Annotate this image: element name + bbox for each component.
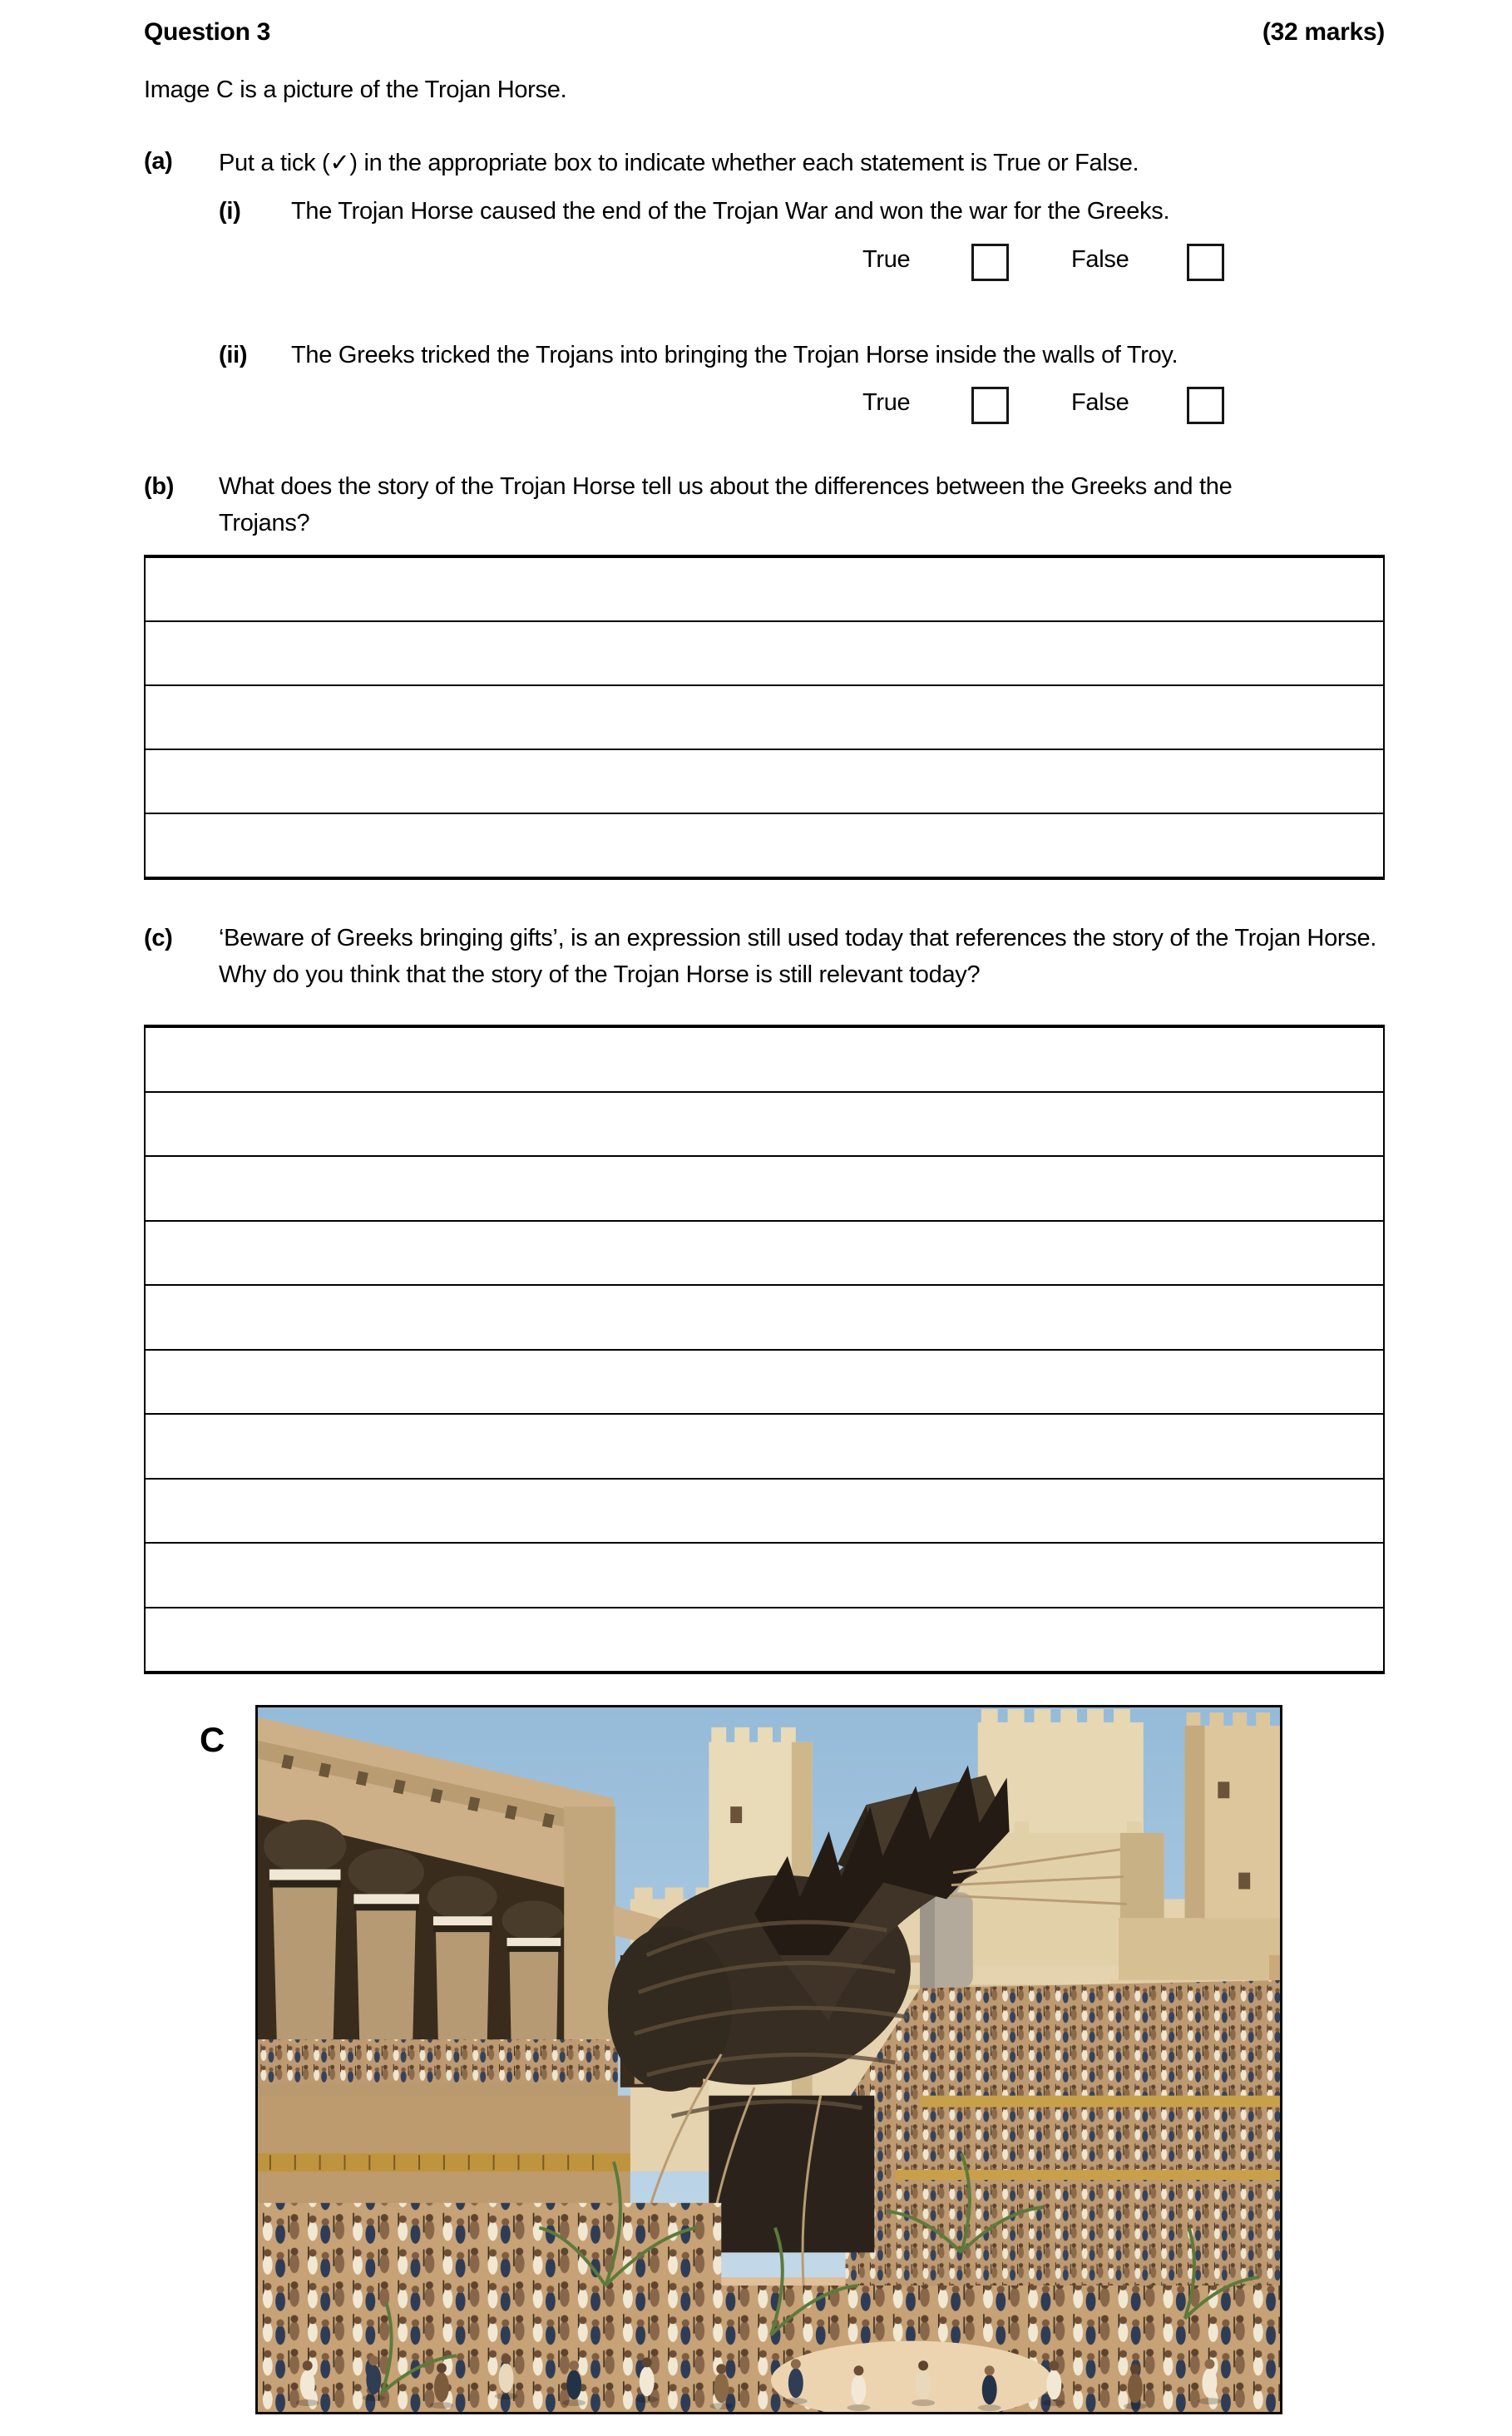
part-c-question: ‘Beware of Greeks bringing gifts’, is an expression still used today that references the story of the Trojan Horse. Why do you think that the story of the Trojan Horse is still relevant today? <box>219 925 1377 988</box>
part-a-i <box>219 198 1416 225</box>
part-a-ii-statement: The Greeks tricked the Trojans into bringing the Trojan Horse inside the walls of Troy. <box>291 342 1178 368</box>
answer-line[interactable] <box>146 620 1383 684</box>
false-checkbox-i[interactable] <box>1187 244 1224 281</box>
answer-line[interactable] <box>146 1028 1383 1091</box>
question-marks: (32 marks) <box>1262 18 1385 46</box>
part-c-answer-box <box>144 1025 1385 1674</box>
intro-text: Image C is a picture of the Trojan Horse. <box>144 77 567 103</box>
part-b <box>144 468 1325 541</box>
part-a <box>144 148 1408 177</box>
part-c-label: (c) <box>144 925 173 951</box>
part-a-label: (a) <box>144 148 173 175</box>
part-a-ii <box>219 342 1416 369</box>
answer-line[interactable] <box>146 684 1383 749</box>
answer-line[interactable] <box>146 813 1383 877</box>
trojan-horse-photo <box>255 1705 1282 2414</box>
answer-line[interactable] <box>146 1542 1383 1607</box>
answer-line[interactable] <box>146 1155 1383 1220</box>
false-label-ii: False <box>1071 389 1129 416</box>
part-c <box>144 920 1383 993</box>
answer-line[interactable] <box>146 1220 1383 1285</box>
true-label-i: True <box>862 246 911 273</box>
part-b-label: (b) <box>144 473 175 500</box>
false-checkbox-ii[interactable] <box>1187 387 1224 424</box>
part-b-answer-box <box>144 555 1385 880</box>
answer-line[interactable] <box>146 1478 1383 1543</box>
answer-line[interactable] <box>146 1091 1383 1156</box>
part-a-instruction: Put a tick (✓) in the appropriate box to indicate whether each statement is True or False. <box>219 150 1139 176</box>
true-label-ii: True <box>862 389 911 416</box>
answer-line[interactable] <box>146 749 1383 813</box>
part-b-question: What does the story of the Trojan Horse tell us about the differences between the Greeks and the Trojans? <box>219 473 1233 536</box>
true-checkbox-ii[interactable] <box>971 387 1009 424</box>
image-c-letter: C <box>200 1720 225 1759</box>
false-label-i: False <box>1071 246 1129 273</box>
answer-line[interactable] <box>146 1284 1383 1349</box>
part-a-ii-label: (ii) <box>219 342 248 368</box>
answer-line[interactable] <box>146 1349 1383 1414</box>
answer-line[interactable] <box>146 558 1383 620</box>
true-checkbox-i[interactable] <box>971 244 1009 281</box>
answer-line[interactable] <box>146 1607 1383 1672</box>
crowd-right <box>846 1980 1280 2323</box>
part-a-i-label: (i) <box>219 198 241 225</box>
question-title: Question 3 <box>144 18 271 46</box>
question-header <box>144 18 1385 47</box>
answer-line[interactable] <box>146 1413 1383 1478</box>
part-a-i-statement: The Trojan Horse caused the end of the Trojan War and won the war for the Greeks. <box>291 198 1170 225</box>
